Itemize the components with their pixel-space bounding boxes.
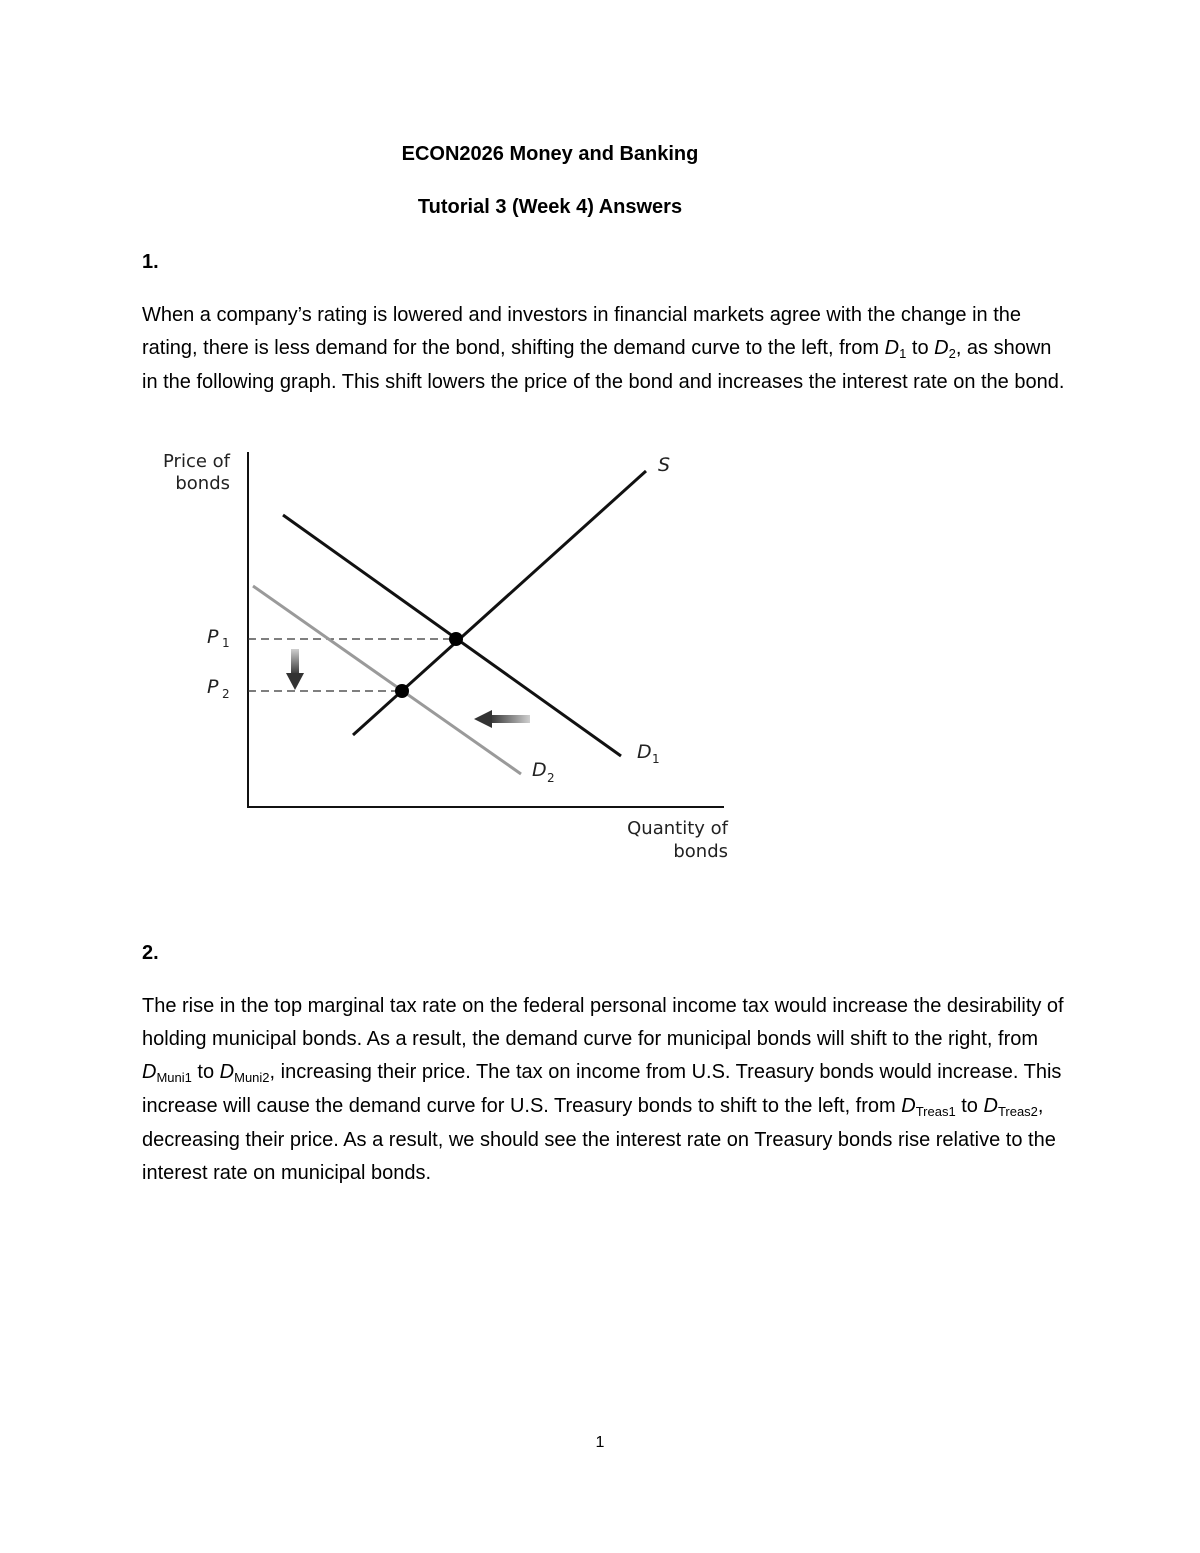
p1-label: P — [207, 626, 219, 648]
question-2-number: 2. — [142, 942, 159, 964]
d1-subscript: 1 — [652, 752, 660, 766]
p2-label: P — [207, 676, 219, 698]
question-2-answer: The rise in the top marginal tax rate on the federal personal income tax would increase the desirability of holding municipal bonds. As a result, the demand curve for municipal bonds will shift to the right, from $D_{Muni1}$ to $D_{Muni2}$, increasing their price. The tax on income from U.S. Treasury bonds would increase. This increase will cause the demand curve for U.S. Treasury bonds to shift to the left, from $D_{Treas1}$ to $D_{Treas2}$, decreasing their price. As a result, we should see the interest rate on Treasury bonds rise relative to the interest rate on municipal bonds. — [142, 995, 1064, 1184]
y-axis-label-line2: bonds — [175, 473, 230, 494]
downward-price-arrow-icon — [286, 649, 304, 690]
d2-label: D — [532, 759, 547, 781]
supply-label: S — [658, 454, 671, 476]
p2-subscript: 2 — [222, 687, 230, 701]
equilibrium-point-1 — [449, 632, 463, 646]
p1-subscript: 1 — [222, 636, 230, 650]
bond-market-graph — [130, 440, 750, 870]
page-number: 1 — [595, 1434, 605, 1451]
d1-label: D — [637, 741, 652, 763]
question-1-answer: When a company’s rating is lowered and investors in financial markets agree with the change in the rating, there is less demand for the bond, shifting the demand curve to the left, from $D_1$ to $D_2$, as shown in the following graph. This shift lowers the price of the bond and increases the interest rate on the bond. — [142, 304, 1065, 393]
document-title: ECON2026 Money and Banking — [401, 143, 699, 165]
y-axis-label-line1: Price of — [163, 451, 230, 472]
x-axis-label-line1: Quantity of — [627, 818, 728, 839]
question-1-number: 1. — [142, 251, 159, 273]
d2-subscript: 2 — [547, 771, 555, 785]
equilibrium-point-2 — [395, 684, 409, 698]
x-axis-label-line2: bonds — [673, 841, 728, 862]
document-subtitle: Tutorial 3 (Week 4) Answers — [417, 196, 683, 218]
leftward-shift-arrow-icon — [474, 710, 530, 728]
